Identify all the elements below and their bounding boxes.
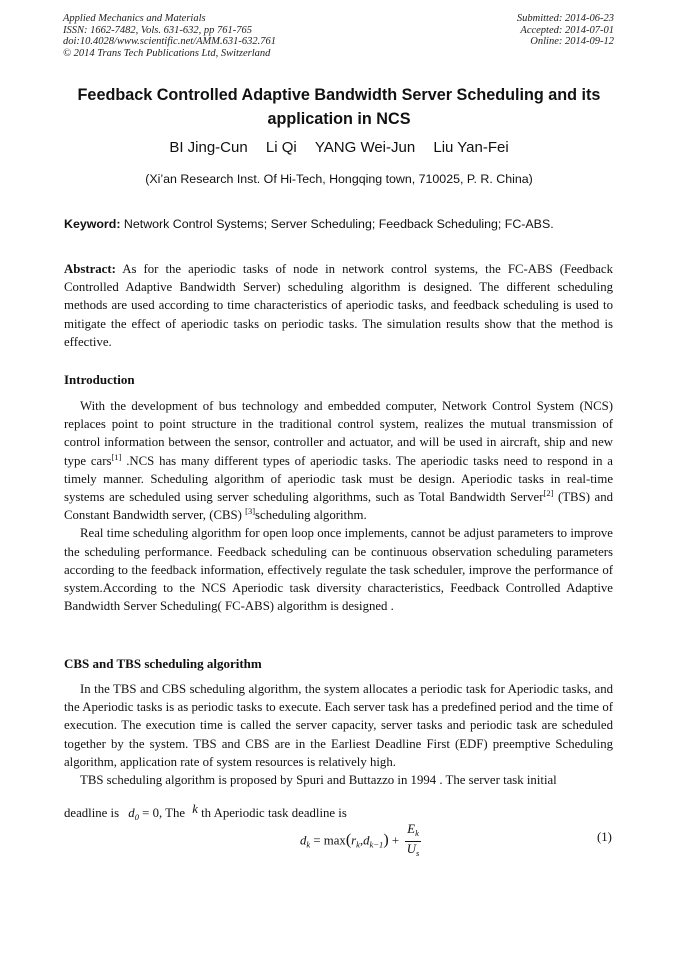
paper-title-line2: application in NCS	[267, 110, 411, 128]
text-run: With the development of bus technology and embedded computer, Network Control System (NCS) replaces point to point structure in the traditional control system, realizes the mutual transmission of control information between the sensor, controller and actuator, and will be used in aircraft, ship and new type cars	[64, 399, 613, 468]
paragraph: Real time scheduling algorithm for open loop once implements, cannot be adjust parameters to improve the scheduling performance. Feedback scheduling can be continuous observation scheduling parameters according to the feedback information, effectively regulate the task scheduler, improve the performance of system.According to the NCS Aperiodic task diversity characteristics, Feedback Controlled Adaptive Bandwidth Server Scheduling( FC-ABS) algorithm is designed .	[64, 526, 613, 614]
section-heading-introduction: Introduction	[64, 372, 135, 387]
paragraph	[64, 397, 613, 524]
paper-title-line1: Feedback Controlled Adaptive Bandwidth Server Scheduling and its	[77, 86, 601, 104]
math-var: d	[128, 806, 135, 820]
citation[interactable]: [3]	[245, 506, 256, 517]
journal-doi: doi:10.4028/www.scientific.net/AMM.631-632.761	[63, 36, 276, 48]
online-date: Online: 2014-09-12	[530, 36, 614, 48]
introduction-body	[64, 397, 613, 615]
math-sub: k	[306, 839, 311, 850]
text-run: scheduling algorithm.	[255, 508, 367, 523]
equation-number: (1)	[597, 830, 612, 844]
journal-name: Applied Mechanics and Materials	[63, 13, 206, 24]
math-sub: s	[416, 848, 420, 858]
math-sub: k	[415, 828, 419, 838]
text-run: (TBS) and Constant Bandwidth server, (CBS)	[64, 490, 614, 523]
math-var: U	[406, 842, 417, 856]
math-var: E	[407, 822, 416, 836]
math-text: = 0	[138, 806, 159, 820]
affiliation: (Xi’an Research Inst. Of Hi-Tech, Hongqing town, 710025, P. R. China)	[145, 172, 533, 186]
dates-header	[517, 13, 614, 48]
math-fraction	[405, 822, 421, 861]
submitted-date: Submitted: 2014-06-23	[516, 13, 614, 24]
math-var: r	[351, 833, 357, 848]
journal-header	[63, 13, 276, 59]
math-sub: k	[356, 839, 360, 850]
math-var: d	[363, 833, 370, 848]
text-run: , The	[158, 806, 186, 820]
abstract	[64, 260, 613, 351]
abstract-label: Abstract:	[64, 262, 116, 276]
math-text: = max	[310, 833, 346, 848]
math-sub: 0	[134, 812, 139, 822]
text-run: th Aperiodic task deadline is	[201, 806, 347, 820]
inline-math-d0	[128, 806, 159, 820]
paragraph-line: TBS scheduling algorithm is proposed by Spuri and Buttazzo in 1994 . The server task initial	[80, 773, 557, 788]
math-sub: k−1	[369, 839, 384, 850]
author: Li Qi	[265, 139, 297, 156]
math-var-k: k	[192, 802, 198, 816]
author: BI Jing-Cun	[169, 139, 248, 156]
text-run: .NCS has many different types of aperiodic tasks. The aperiodic tasks need to respond in a timely manner. Scheduling algorithm of aperiodic task must be design. Aperiodic tasks in real-time systems are scheduled using server scheduling algorithms, such as Total Bandwidth Server	[64, 453, 613, 505]
author: YANG Wei-Jun	[314, 139, 416, 156]
author-list	[64, 138, 614, 158]
keywords	[64, 216, 614, 233]
author: Liu Yan-Fei	[433, 139, 509, 156]
paper-title	[64, 83, 614, 131]
citation[interactable]: [2]	[543, 488, 554, 499]
section-heading-cbs-tbs: CBS and TBS scheduling algorithm	[64, 656, 262, 671]
text-run: deadline is	[64, 806, 120, 820]
journal-issn: ISSN: 1662-7482, Vols. 631-632, pp 761-765	[63, 24, 252, 36]
citation[interactable]: [1]	[111, 451, 122, 462]
math-var: d	[300, 833, 307, 848]
equation-1: $d_k = \max(r_k,d_{k-1})$ + $\frac{E_k}{U_s}$	[300, 822, 421, 861]
journal-copyright: © 2014 Trans Tech Publications Ltd, Switzerland	[63, 47, 271, 59]
abstract-text: As for the aperiodic tasks of node in network control systems, the FC-ABS (Feedback Controlled Adaptive Bandwidth Server) scheduling algorithm is designed. The different scheduling methods are used according to time characteristics of aperiodic tasks, and feedback scheduling is used to mitigate the effect of aperiodic tasks on periodic tasks. The simulation results show that the method is effective.	[64, 262, 613, 349]
keyword-label: Keyword:	[64, 217, 121, 231]
accepted-date: Accepted: 2014-07-01	[520, 24, 614, 36]
cbs-body	[64, 680, 613, 789]
paragraph: In the TBS and CBS scheduling algorithm, the system allocates a periodic task for Aperiodic tasks, and the Aperiodic tasks is as periodic tasks to execute. Each server task has a predefined period and the time of execution. The execution time is called the server capacity, server tasks and periodic task are scheduled together by the system. TBS and CBS are in the Earliest Deadline First (EDF) preemptive Scheduling algorithm, application rate of system resources is relatively high.	[64, 682, 613, 769]
keyword-text: Network Control Systems; Server Scheduling; Feedback Scheduling; FC-ABS.	[123, 217, 554, 231]
